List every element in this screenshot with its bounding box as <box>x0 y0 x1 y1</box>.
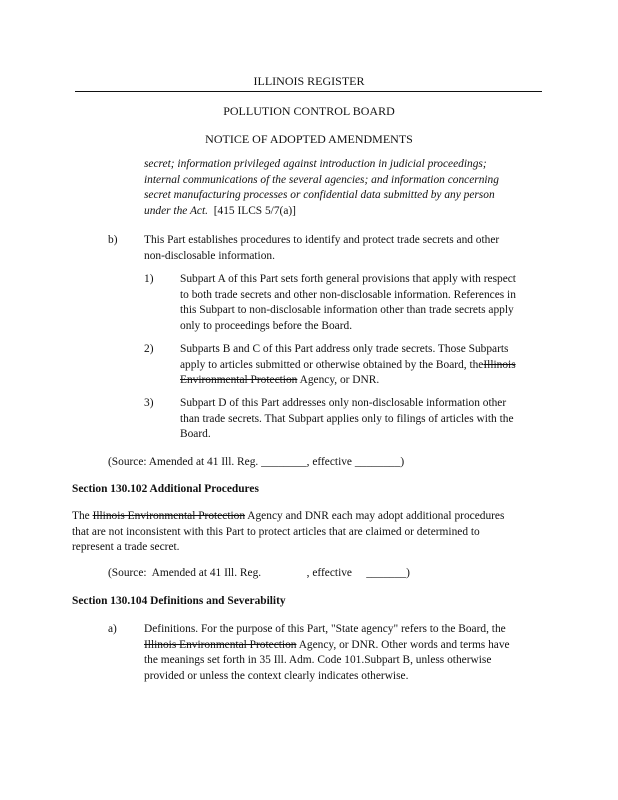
section-102-text <box>72 509 544 556</box>
text-line: Board. <box>180 428 211 441</box>
text-line: represent a trade secret. <box>72 541 180 554</box>
subsection-b-label: b) <box>108 234 118 246</box>
notice-title: NOTICE OF ADOPTED AMENDMENTS <box>205 132 413 146</box>
board-title: POLLUTION CONTROL BOARD <box>223 104 395 118</box>
item-1-label: 1) <box>144 273 154 285</box>
section-102-heading: Section 130.102 Additional Procedures <box>72 483 259 495</box>
quote-block <box>144 157 544 219</box>
subsection-b-text <box>144 233 544 264</box>
quote-line: internal communications of the several agencies; and information concerning <box>144 173 499 186</box>
source-note: (Source: Amended at 41 Ill. Reg. ________, effective ________) <box>108 456 405 468</box>
source-note: (Source: Amended at 41 Ill. Reg. , effective _______) <box>108 567 410 579</box>
quote-citation: [415 ILCS 5/7(a)] <box>213 204 296 217</box>
text-line: to both trade secrets and other non-disclosable information. References in <box>180 288 516 301</box>
section-104-heading: Section 130.104 Definitions and Severability <box>72 595 286 607</box>
text-line: Definitions. For the purpose of this Part, "State agency" refers to the Board, the <box>144 623 506 635</box>
register-title: ILLINOIS REGISTER <box>253 74 365 88</box>
text-line: this Subpart to non-disclosable information other than trade secrets apply <box>180 304 514 317</box>
item-1-text <box>180 272 544 334</box>
text-line: Agency, or DNR. Other words and terms have <box>296 638 510 651</box>
section-104-text <box>144 622 544 684</box>
text-line: The <box>72 510 93 522</box>
struck-text: Environmental Protection <box>180 374 298 387</box>
text-line: than trade secrets. That Subpart applies only to filings of articles with the <box>180 412 514 425</box>
text-line: only to proceedings before the Board. <box>180 319 353 332</box>
subsection-a-label: a) <box>108 623 117 635</box>
struck-text: Illinois Environmental Protection <box>92 510 246 522</box>
text-line: Agency, or DNR. <box>297 374 380 387</box>
text-line: provided or unless the context clearly indicates otherwise. <box>144 669 409 682</box>
text-line: Subpart A of this Part sets forth general provisions that apply with respect <box>180 273 516 285</box>
struck-text: Illinois Environmental Protection <box>144 638 297 651</box>
item-2-label: 2) <box>144 343 154 355</box>
text-line: apply to articles submitted or otherwise obtained by the Board, the <box>180 358 484 371</box>
text-line: Subpart D of this Part addresses only non-disclosable information other <box>180 397 507 409</box>
text-line: the meanings set forth in 35 Ill. Adm. Code 101.Subpart B, unless otherwise <box>144 654 492 667</box>
quote-line: secret; information privileged against introduction in judicial proceedings; <box>144 158 487 170</box>
item-3-text <box>180 396 544 443</box>
item-3-label: 3) <box>144 397 154 409</box>
text-line: that are not inconsistent with this Part to protect articles that are claimed or determined to <box>72 525 480 538</box>
item-2-text <box>180 342 544 389</box>
text-line: Subparts B and C of this Part address only trade secrets. Those Subparts <box>180 343 509 355</box>
text-line: Agency and DNR each may adopt additional procedures <box>245 510 505 522</box>
text-line: non-disclosable information. <box>144 249 275 262</box>
header-rule <box>75 91 542 92</box>
text-line: This Part establishes procedures to identify and protect trade secrets and other <box>144 234 500 246</box>
struck-text: Illinois <box>483 358 516 371</box>
quote-line: secret manufacturing processes or confidential data submitted by any person <box>144 189 495 202</box>
quote-line: under the Act. <box>144 204 209 217</box>
